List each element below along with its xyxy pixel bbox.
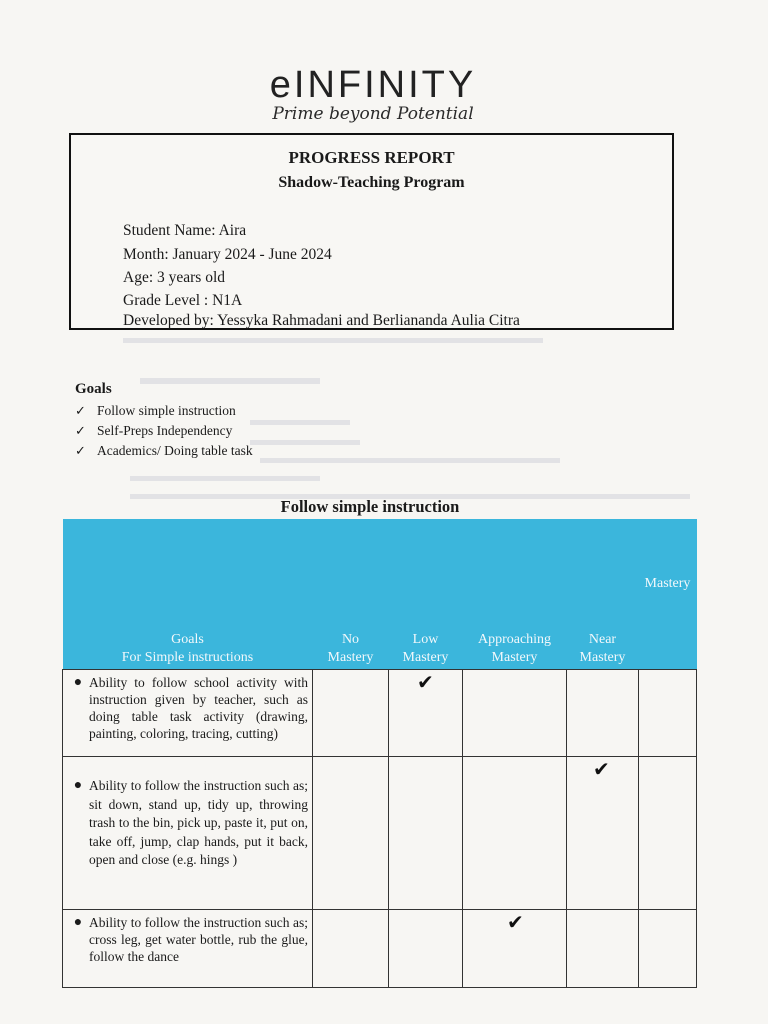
goals-heading: Goals (75, 381, 112, 397)
cell-near-mastery (567, 757, 639, 910)
bullet-icon: ● (73, 915, 83, 930)
header-near-line1: Near (588, 632, 617, 647)
header-no-mastery-line1: No (341, 632, 360, 647)
header-no-mastery (313, 519, 389, 670)
goal-label: Self-Preps Independency (97, 423, 233, 438)
student-age: Age: 3 years old (123, 269, 226, 286)
header-approaching-line2: Mastery (491, 650, 538, 665)
cell-no-mastery (313, 670, 389, 757)
table-header-row (63, 519, 697, 670)
checkmark-icon: ✔ (507, 910, 524, 934)
cell-approaching-mastery (463, 910, 567, 988)
cell-low-mastery (389, 910, 463, 988)
header-approaching-mastery (463, 519, 567, 670)
student-name: Student Name: Aira (123, 222, 247, 239)
cell-no-mastery (313, 910, 389, 988)
header-near-mastery (567, 519, 639, 670)
header-goals-line2: For Simple instructions (121, 650, 254, 665)
cell-approaching-mastery (463, 757, 567, 910)
goal-text: Ability to follow school activity with instruction given by teacher, such as doing table task activity (drawing, painting, coloring, tracing, cutting) (89, 675, 308, 741)
cell-low-mastery (389, 670, 463, 757)
cell-mastery (639, 910, 697, 988)
goal-label: Academics/ Doing table task (97, 443, 253, 458)
checkmark-icon: ✓ (75, 443, 86, 458)
checkmark-icon: ✓ (75, 403, 86, 418)
report-title: PROGRESS REPORT (288, 148, 455, 167)
table-row (63, 757, 697, 910)
brand-logo (258, 66, 488, 124)
header-no-mastery-line2: Mastery (327, 650, 374, 665)
checkmark-icon: ✓ (75, 423, 86, 438)
bullet-icon: ● (73, 778, 83, 793)
report-subtitle: Shadow-Teaching Program (278, 174, 465, 191)
table-row (63, 670, 697, 757)
grade-level: Grade Level : N1A (123, 292, 243, 309)
goal-label: Follow simple instruction (97, 403, 236, 418)
checkmark-icon: ✔ (593, 757, 610, 781)
logo-wordmark: eINFINITY (269, 64, 477, 106)
bullet-icon: ● (73, 675, 83, 690)
table-row (63, 910, 697, 988)
report-header-box (69, 133, 674, 330)
goal-item (75, 422, 232, 440)
header-goals (63, 519, 313, 670)
cell-near-mastery (567, 670, 639, 757)
developed-by: Developed by: Yessyka Rahmadani and Berliananda Aulia Citra (123, 312, 520, 329)
cell-mastery (639, 757, 697, 910)
cell-no-mastery (313, 757, 389, 910)
header-mastery (639, 519, 697, 670)
mastery-table (62, 519, 697, 988)
goal-text: Ability to follow the instruction such as; cross leg, get water bottle, rub the glue, follow the dance (89, 915, 308, 964)
goal-item (75, 402, 236, 420)
checkmark-icon: ✔ (417, 670, 434, 694)
section-title: Follow simple instruction (280, 497, 460, 516)
cell-near-mastery (567, 910, 639, 988)
header-mastery-label: Mastery (644, 576, 691, 591)
report-month: Month: January 2024 - June 2024 (123, 246, 332, 263)
header-approaching-line1: Approaching (477, 632, 552, 647)
logo-tagline: Prime beyond Potential (272, 104, 474, 124)
cell-low-mastery (389, 757, 463, 910)
header-low-mastery-line1: Low (412, 632, 439, 647)
goal-cell (63, 670, 313, 757)
goal-item (75, 442, 253, 460)
header-near-line2: Mastery (579, 650, 626, 665)
cell-approaching-mastery (463, 670, 567, 757)
goal-text: Ability to follow the instruction such as; sit down, stand up, tidy up, throwing trash to the bin, pick up, paste it, put on, take off, jump, clap hands, put it back, open and close (e.g. hings ) (89, 778, 308, 867)
goal-cell (63, 910, 313, 988)
header-low-mastery-line2: Mastery (402, 650, 449, 665)
goal-cell (63, 757, 313, 910)
header-low-mastery (389, 519, 463, 670)
cell-mastery (639, 670, 697, 757)
header-goals-line1: Goals (171, 632, 204, 647)
